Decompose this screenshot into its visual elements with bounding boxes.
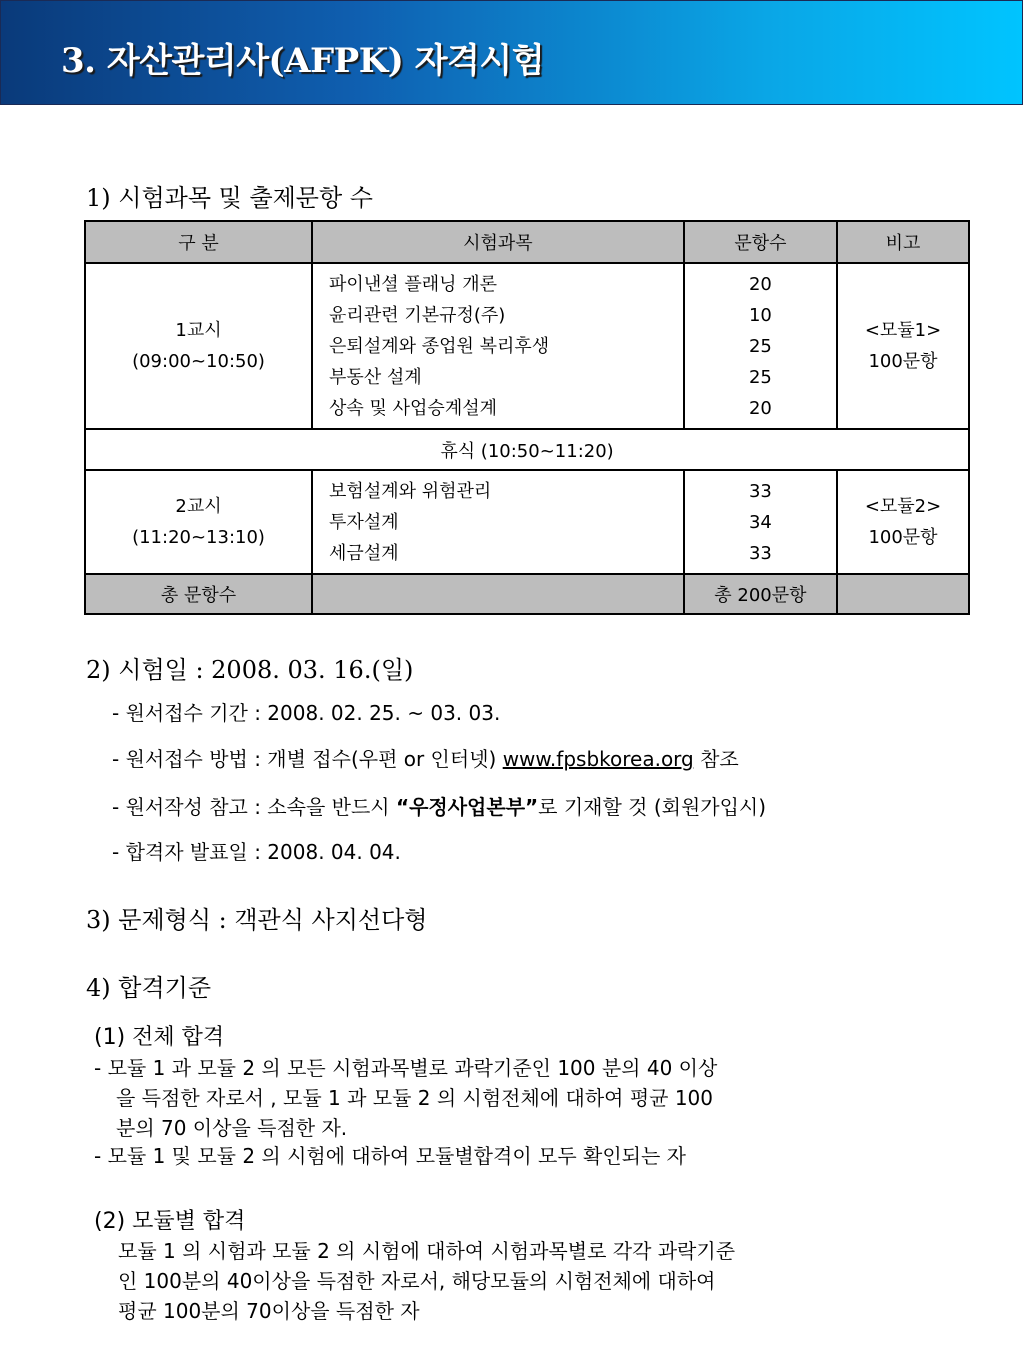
list-item: 10	[748, 304, 772, 326]
overall-pass-line: 을 득점한 자로서 , 모듈 1 과 모듈 2 의 시험전체에 대하여 평균 100	[116, 1086, 713, 1110]
total-value: 총 200문항	[684, 574, 837, 614]
list-item: 34	[748, 511, 772, 533]
session2-cell	[85, 470, 312, 574]
table-row-session2	[85, 470, 969, 574]
header-banner	[0, 0, 1023, 105]
module-pass-line: 모듈 1 의 시험과 모듈 2 의 시험에 대하여 시험과목별로 각각 과락기준	[118, 1239, 736, 1263]
list-item: 25	[748, 366, 772, 388]
module2-count: 100문항	[868, 527, 938, 548]
module1-label: <모듈1>	[864, 320, 942, 341]
session1-name: 1교시	[175, 320, 222, 341]
module-pass-title: (2) 모듈별 합격	[94, 1209, 246, 1234]
header-category: 구 분	[85, 221, 312, 263]
header-subject: 시험과목	[312, 221, 684, 263]
list-item: 33	[748, 542, 772, 564]
section4-heading: 4) 합격기준	[86, 974, 211, 1002]
overall-pass-line: 분의 70 이상을 득점한 자.	[116, 1116, 348, 1140]
list-item: 20	[748, 397, 772, 419]
table-row-session1	[85, 263, 969, 429]
application-note-suffix: 로 기재할 것 (회원가입시)	[538, 795, 767, 819]
list-item: 33	[748, 480, 772, 502]
module2-label: <모듈2>	[864, 496, 942, 517]
break-cell: 휴식 (10:50~11:20)	[85, 429, 969, 470]
list-item: 20	[748, 273, 772, 295]
total-empty	[312, 574, 684, 614]
section3-heading: 3) 문제형식 : 객관식 사지선다형	[86, 906, 428, 934]
total-note-empty	[837, 574, 969, 614]
header-note: 비고	[837, 221, 969, 263]
list-item: 상속 및 사업승계설계	[329, 397, 497, 419]
application-note-text: - 원서작성 참고 : 소속을 반드시	[112, 795, 396, 819]
affiliation-emphasis: “우정사업본부”	[395, 795, 539, 819]
section2-heading: 2) 시험일 : 2008. 03. 16.(일)	[86, 656, 414, 684]
header-count: 문항수	[684, 221, 837, 263]
session2-name: 2교시	[175, 496, 222, 517]
list-item: 파이낸셜 플래닝 개론	[329, 273, 497, 295]
overall-pass-line: - 모듈 1 과 모듈 2 의 모든 시험과목별로 과락기준인 100 분의 40 이상	[94, 1056, 718, 1080]
list-item: 윤리관련 기본규정(주)	[329, 304, 506, 326]
session2-subjects	[312, 470, 684, 574]
list-item: 25	[748, 335, 772, 357]
application-method-text: - 원서접수 방법 : 개별 접수(우편 or 인터넷)	[112, 747, 503, 771]
application-method	[112, 743, 739, 772]
session2-counts	[684, 470, 837, 574]
session1-counts	[684, 263, 837, 429]
table-row-break	[85, 429, 969, 470]
table-row-total	[85, 574, 969, 614]
session1-subjects	[312, 263, 684, 429]
result-date: - 합격자 발표일 : 2008. 04. 04.	[112, 840, 401, 864]
application-note	[112, 791, 766, 820]
fpsb-link[interactable]: www.fpsbkorea.org	[502, 747, 694, 771]
session2-note	[837, 470, 969, 574]
page-title: 3. 자산관리사(AFPK) 자격시험	[61, 41, 545, 81]
overall-pass-title: (1) 전체 합격	[94, 1025, 225, 1050]
module1-count: 100문항	[868, 351, 938, 372]
overall-pass-line: - 모듈 1 및 모듈 2 의 시험에 대하여 모듈별합격이 모두 확인되는 자	[94, 1144, 686, 1168]
total-label: 총 문항수	[85, 574, 312, 614]
list-item: 은퇴설계와 종업원 복리후생	[329, 335, 550, 357]
session1-note	[837, 263, 969, 429]
list-item: 부동산 설계	[329, 366, 422, 388]
application-period: - 원서접수 기간 : 2008. 02. 25. ~ 03. 03.	[112, 701, 501, 725]
session1-time: (09:00~10:50)	[132, 351, 265, 372]
module-pass-line: 인 100분의 40이상을 득점한 자로서, 해당모듈의 시험전체에 대하여	[118, 1269, 716, 1293]
exam-subjects-table	[84, 220, 970, 615]
table-header-row	[85, 221, 969, 263]
session2-time: (11:20~13:10)	[132, 527, 265, 548]
list-item: 세금설계	[329, 542, 399, 564]
section1-heading: 1) 시험과목 및 출제문항 수	[86, 184, 373, 212]
session1-cell	[85, 263, 312, 429]
application-method-suffix: 참조	[693, 747, 739, 771]
module-pass-line: 평균 100분의 70이상을 득점한 자	[118, 1299, 420, 1323]
list-item: 보험설계와 위험관리	[329, 480, 492, 502]
list-item: 투자설계	[329, 511, 399, 533]
